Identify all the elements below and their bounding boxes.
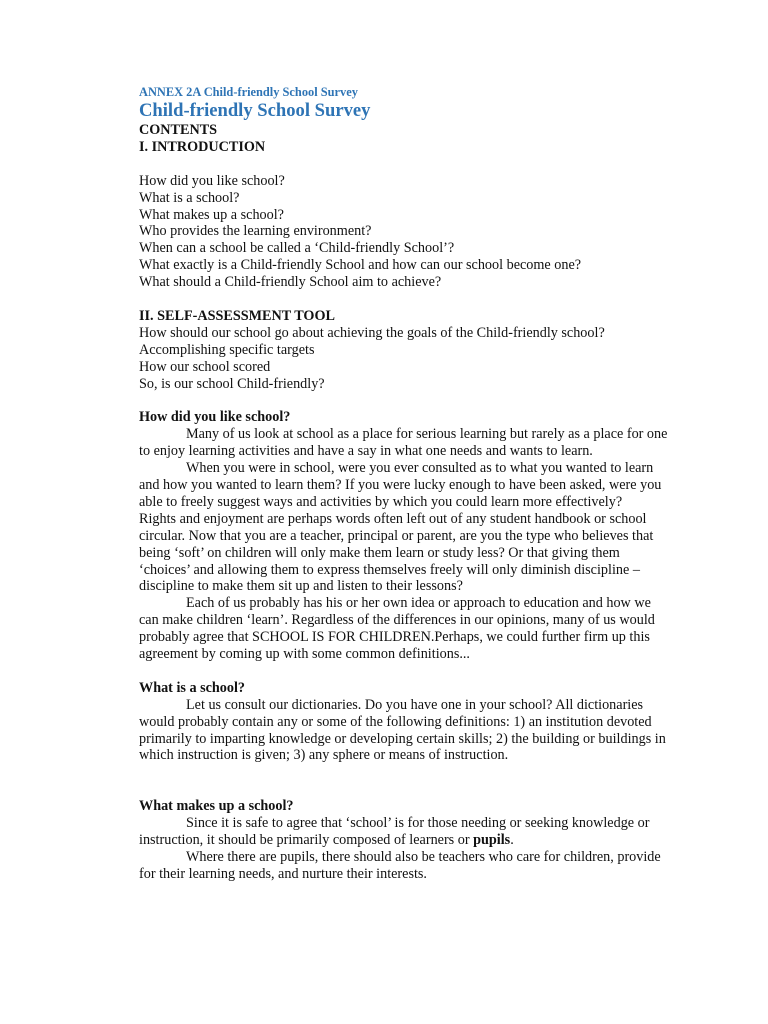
toc-section-2-title: II. SELF-ASSESSMENT TOOL: [139, 307, 335, 324]
paragraph: Rights and enjoyment are perhaps words often left out of any student handbook or school circular. Now that you are a teacher, principal or parent, are you the type who believes that being ‘soft’ on children will only make them learn or study less? Or that giving them ‘choices’ and allowing them to express themselves freely will only diminish discipline – discipline to make them sit up and listen to their lessons?: [139, 510, 654, 595]
paragraph: Each of us probably has his or her own idea or approach to education and how we can make children ‘learn’. Regardless of the differences in our opinions, many of us would probably agree that SCHOOL IS FOR CHILDREN.Perhaps, we could further firm up this agreement by coming up with some common definitions...: [139, 595, 655, 663]
section-heading-what-school: What is a school?: [139, 679, 246, 696]
document-page: [139, 84, 671, 883]
toc-item: So, is our school Child-friendly?: [139, 375, 325, 392]
paragraph-text-end: .: [510, 831, 514, 848]
paragraph: When you were in school, were you ever consulted as to what you wanted to learn and how you wanted to learn them? If you were lucky enough to have been asked, were you able to freely suggest ways and activities by which you could learn more effectively?: [139, 460, 662, 510]
paragraph: Where there are pupils, there should also be teachers who care for children, provide for their learning needs, and nurture their interests.: [139, 848, 661, 882]
toc-item: What should a Child-friendly School aim to achieve?: [139, 274, 442, 291]
paragraph-text: Since it is safe to agree that ‘school’ is for those needing or seeking knowledge or instruction, it should be primarily composed of learners or: [139, 815, 650, 848]
toc-item: How our school scored: [139, 358, 271, 375]
section-heading-like-school: How did you like school?: [139, 409, 291, 426]
paragraph: Let us consult our dictionaries. Do you have one in your school? All dictionaries would probably contain any or some of the following definitions: 1) an institution devoted primarily to imparting knowledge or developing certain skills; 2) the building or buildings in which instruction is given; 3) any sphere or means of instruction.: [139, 696, 666, 764]
annex-label: ANNEX 2A Child-friendly School Survey: [139, 85, 358, 99]
toc-item: How should our school go about achieving the goals of the Child-friendly school?: [139, 324, 605, 341]
paragraph: [139, 815, 671, 849]
toc-item: What exactly is a Child-friendly School and how can our school become one?: [139, 257, 582, 274]
emphasis-pupils: pupils: [473, 831, 511, 848]
toc-item: When can a school be called a ‘Child-friendly School’?: [139, 240, 455, 257]
toc-section-1-title: I. INTRODUCTION: [139, 138, 266, 155]
toc-section-2-list: [139, 325, 671, 393]
toc-item: What makes up a school?: [139, 206, 284, 223]
paragraph: Many of us look at school as a place for serious learning but rarely as a place for one to enjoy learning activities and have a say in what one needs and wants to learn.: [139, 426, 668, 460]
toc-section-1-list: [139, 173, 671, 291]
toc-item: What is a school?: [139, 189, 240, 206]
document-title: Child-friendly School Survey: [139, 100, 371, 121]
toc-item: How did you like school?: [139, 172, 285, 189]
toc-item: Who provides the learning environment?: [139, 223, 372, 240]
section-heading-makes-up: What makes up a school?: [139, 798, 294, 815]
contents-heading: CONTENTS: [139, 122, 218, 138]
toc-item: Accomplishing specific targets: [139, 341, 315, 358]
